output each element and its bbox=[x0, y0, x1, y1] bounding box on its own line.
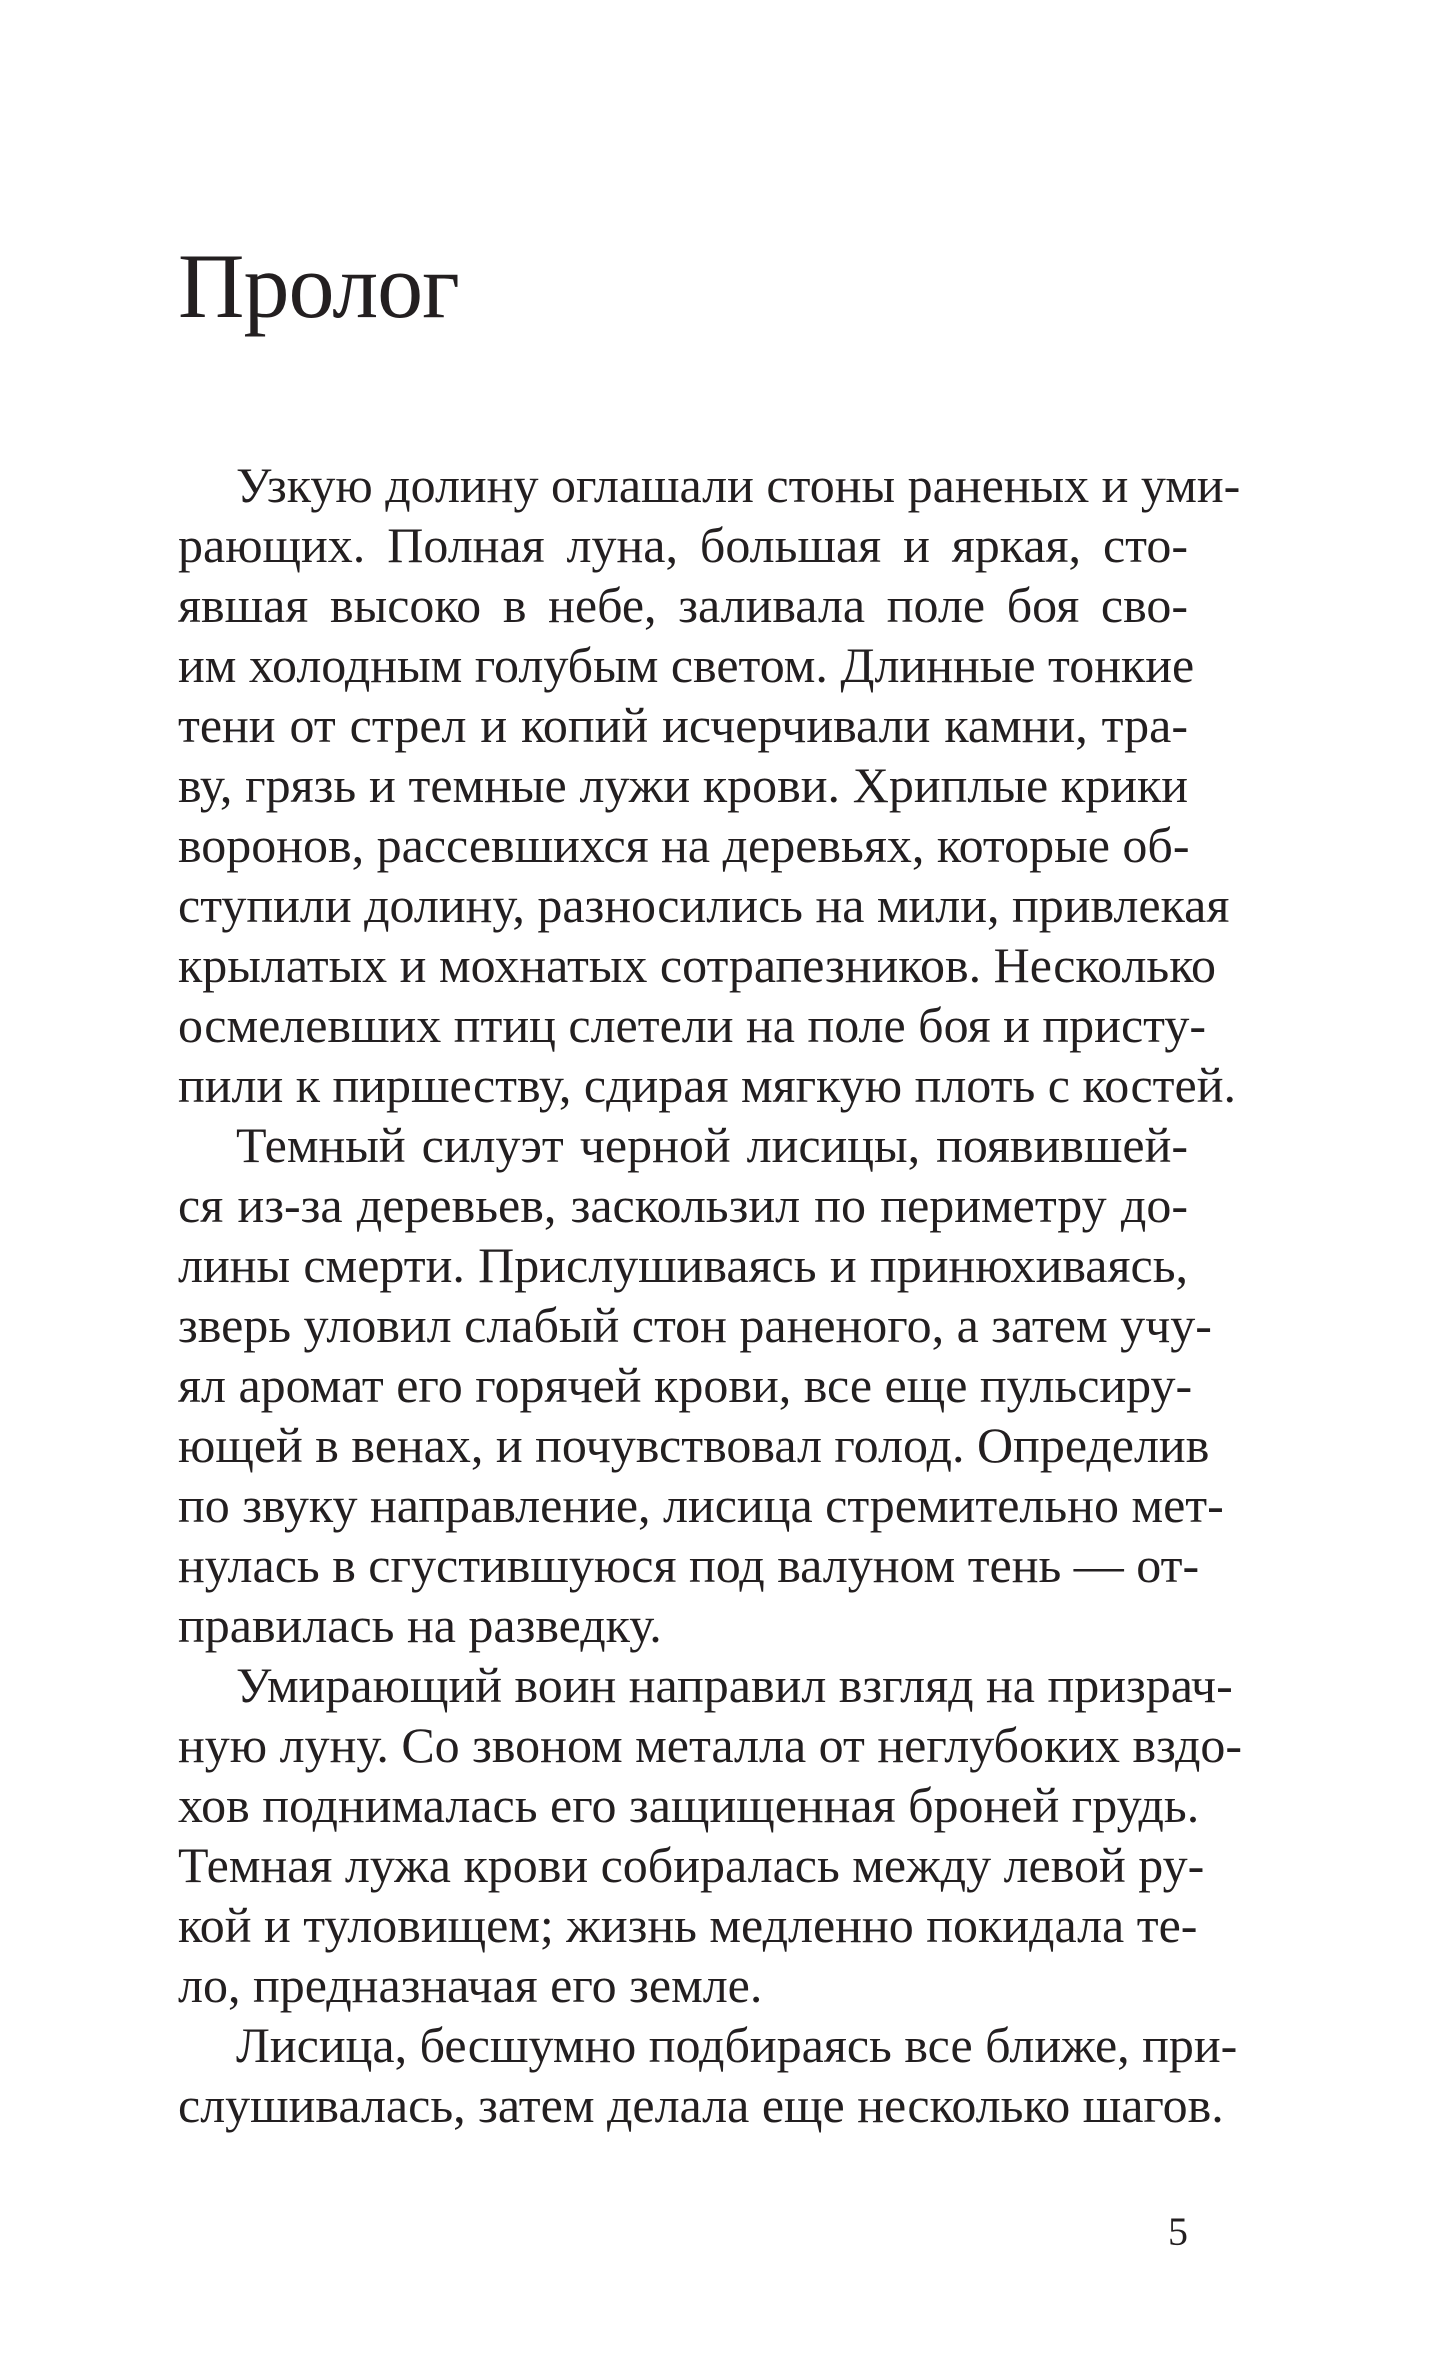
paragraph-2 bbox=[178, 1115, 1224, 1655]
text-line: ся из-за деревьев, заскользил по периметру до- bbox=[178, 1177, 1188, 1233]
text-line: им холодным голубым светом. Длинные тонкие bbox=[178, 637, 1195, 693]
paragraph-4 bbox=[178, 2015, 1238, 2135]
text-line: ющей в венах, и почувствовал голод. Определив bbox=[178, 1417, 1210, 1473]
chapter-title: Пролог bbox=[178, 235, 459, 337]
text-line: зверь уловил слабый стон раненого, а затем учу- bbox=[178, 1297, 1212, 1353]
text-line: рающих. Полная луна, большая и яркая, сто- bbox=[178, 517, 1188, 573]
text-line: нулась в сгустившуюся под валуном тень — от- bbox=[178, 1537, 1200, 1593]
text-line: Умирающий воин направил взгляд на призрач- bbox=[236, 1657, 1233, 1713]
text-line: слушивалась, затем делала еще несколько шагов. bbox=[178, 2077, 1224, 2133]
text-line: ную луну. Со звоном металла от неглубоких вздо- bbox=[178, 1717, 1243, 1773]
text-line: воронов, рассевшихся на деревьях, которые об- bbox=[178, 817, 1190, 873]
text-line: Темный силуэт черной лисицы, появившей- bbox=[236, 1117, 1188, 1173]
text-line: ву, грязь и темные лужи крови. Хриплые крики bbox=[178, 757, 1188, 813]
text-line: ступили долину, разносились на мили, привлекая bbox=[178, 877, 1230, 933]
text-line: Темная лужа крови собиралась между левой ру- bbox=[178, 1837, 1205, 1893]
text-line: по звуку направление, лисица стремительно мет- bbox=[178, 1477, 1224, 1533]
text-line: тени от стрел и копий исчерчивали камни, тра- bbox=[178, 697, 1188, 753]
text-line: осмелевших птиц слетели на поле боя и присту- bbox=[178, 997, 1206, 1053]
page-number: 5 bbox=[1168, 2209, 1188, 2254]
text-line: пили к пиршеству, сдирая мягкую плоть с костей. bbox=[178, 1057, 1236, 1113]
body-text bbox=[178, 455, 1243, 2135]
text-line: явшая высоко в небе, заливала поле боя сво- bbox=[178, 577, 1188, 633]
text-line: лины смерти. Прислушиваясь и принюхиваясь, bbox=[178, 1237, 1188, 1293]
text-line: правилась на разведку. bbox=[178, 1597, 662, 1653]
paragraph-1 bbox=[178, 455, 1241, 1115]
paragraph-3 bbox=[178, 1655, 1243, 2015]
text-line: ял аромат его горячей крови, все еще пульсиру- bbox=[178, 1357, 1193, 1413]
text-line: ло, предназначая его земле. bbox=[178, 1957, 763, 2013]
text-line: Узкую долину оглашали стоны раненых и уми- bbox=[236, 457, 1241, 513]
text-line: хов поднималась его защищенная броней грудь. bbox=[178, 1777, 1200, 1833]
text-line: Лисица, бесшумно подбираясь все ближе, при- bbox=[236, 2017, 1238, 2073]
text-line: крылатых и мохнатых сотрапезников. Несколько bbox=[178, 937, 1216, 993]
text-line: кой и туловищем; жизнь медленно покидала те- bbox=[178, 1897, 1198, 1953]
